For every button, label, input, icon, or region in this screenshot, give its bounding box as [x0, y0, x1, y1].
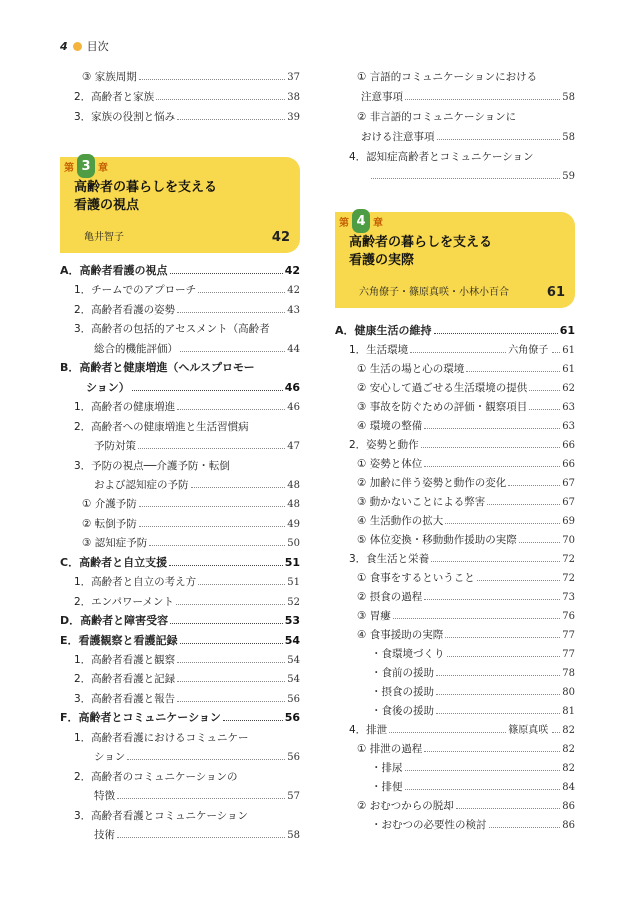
chapter-title-line-2: 看護の実際: [349, 253, 415, 268]
toc-entry-title: 3．家族の役割と悩み: [74, 111, 176, 123]
toc-entry-title: ② 非言語的コミュニケーションに: [357, 111, 517, 123]
toc-entry: [335, 569, 575, 587]
toc-entry: [60, 690, 300, 708]
toc-entry-page: 63: [562, 402, 575, 413]
toc-entry: [335, 797, 575, 815]
chapter-prefix: 第: [64, 162, 74, 174]
toc-entry-page: 47: [287, 441, 300, 453]
toc-section-entry: [60, 709, 300, 727]
toc-section-entry: [60, 379, 300, 397]
toc-entry-title: E．看護観察と看護記録: [60, 633, 178, 647]
toc-section-entry: [60, 359, 300, 377]
dot-leader: [198, 584, 285, 585]
dot-leader: [466, 371, 560, 372]
toc-entry-page: 86: [562, 820, 575, 831]
toc-entry-title: 注意事項: [361, 91, 403, 103]
dot-leader: [436, 675, 560, 676]
toc-entry-page: 37: [287, 72, 300, 83]
toc-entry: [60, 418, 300, 436]
toc-entry-title: 総合的機能評価）: [94, 342, 178, 355]
toc-entry-page: 56: [287, 693, 300, 705]
dot-leader: [139, 506, 286, 507]
dot-leader: [445, 523, 560, 524]
toc-entry: [60, 340, 300, 358]
toc-entry: [335, 645, 575, 663]
dot-leader: [177, 312, 285, 313]
toc-entry: [335, 721, 575, 739]
toc-entry-title: C．高齢者と自立支援: [60, 555, 168, 569]
toc-entry-title: ション）: [86, 380, 130, 394]
toc-entry-page: 80: [562, 687, 575, 698]
toc-entry-page: 52: [287, 596, 300, 608]
toc-entry: [335, 436, 575, 454]
dot-leader: [180, 643, 283, 644]
toc-entry-page: 58: [562, 132, 575, 143]
toc-entry-title: 3．予防の視点──介護予防・転倒: [74, 459, 230, 472]
toc-entry-title: 4．認知症高齢者とコミュニケーション: [349, 151, 534, 163]
dot-leader: [170, 273, 283, 274]
dot-leader: [170, 623, 283, 624]
toc-entry-author: 篠原真咲: [508, 725, 549, 736]
dot-leader: [431, 561, 560, 562]
dot-leader: [117, 798, 285, 799]
toc-entry-page: 46: [287, 402, 300, 414]
dot-leader: [437, 139, 561, 140]
chapter-4-title: [349, 234, 492, 270]
dot-leader: [424, 466, 560, 467]
toc-entry: [60, 651, 300, 669]
dot-leader: [436, 713, 560, 714]
chapter-3-tab: [64, 153, 108, 179]
toc-entry-page: 58: [287, 830, 300, 842]
toc-entry-title: 2．高齢者への健康増進と生活習慣病: [74, 420, 249, 433]
header-label: 目次: [86, 40, 109, 53]
toc-entry-title: ③ 事故を防ぐための評価・観察項目: [357, 401, 528, 413]
toc-entry-title: B．高齢者と健康増進（ヘルスプロモー: [60, 361, 255, 375]
dot-leader: [410, 352, 506, 353]
toc-entry-page: 49: [287, 518, 300, 530]
dot-leader: [405, 770, 561, 771]
toc-entry-title: ション: [94, 751, 126, 764]
toc-entry: [335, 531, 575, 549]
dot-leader: [447, 656, 561, 657]
toc-entry: [335, 455, 575, 473]
toc-entry: [335, 778, 575, 796]
toc-entry-page: 70: [562, 535, 575, 546]
toc-entry-title: ⑤ 体位変換・移動動作援助の実際: [357, 534, 517, 546]
toc-entry-page: 59: [562, 171, 575, 182]
toc-entry-page: 38: [287, 92, 300, 103]
toc-entry-title: ① 言語的コミュニケーションにおける: [357, 71, 538, 83]
toc-entry-title: 1．高齢者看護と観察: [74, 654, 176, 666]
toc-entry: [335, 588, 575, 606]
chapter-4-page: 61: [546, 285, 565, 300]
toc-entry: [335, 664, 575, 682]
toc-entry-page: 61: [562, 364, 575, 375]
dot-leader: [191, 487, 286, 488]
page-number: 4: [60, 39, 68, 53]
dot-leader: [156, 99, 285, 100]
chapter-suffix: 章: [373, 217, 383, 229]
toc-entry-page: 56: [287, 752, 300, 764]
toc-entry-title: 1．高齢者の健康増進: [74, 401, 176, 414]
toc-entry-title: D．高齢者と障害受容: [60, 614, 169, 628]
toc-entry: [335, 148, 575, 166]
toc-entry-page: 58: [562, 92, 575, 103]
chapter-3-banner: [60, 157, 300, 253]
toc-entry-page: 56: [284, 711, 300, 725]
toc-entry-title: ② 転倒予防: [82, 517, 137, 530]
chapter-4-tab: [339, 208, 383, 234]
toc-entry: [60, 68, 300, 86]
toc-entry: [335, 360, 575, 378]
toc-entry: [60, 768, 300, 786]
toc-entry-page: 53: [284, 614, 300, 628]
chapter-prefix: 第: [339, 217, 349, 229]
dot-leader: [436, 694, 560, 695]
toc-entry-page: 81: [562, 706, 575, 717]
toc-entry-title: A．高齢者看護の視点: [60, 264, 168, 277]
toc-entry-title: ① 姿勢と体位: [357, 458, 423, 470]
toc-entry: [60, 457, 300, 475]
dot-leader: [405, 99, 560, 100]
toc-entry-title: 1．高齢者看護におけるコミュニケー: [74, 731, 249, 744]
dot-leader: [132, 390, 283, 391]
toc-entry-title: 3．高齢者看護と報告: [74, 692, 176, 705]
toc-entry: [335, 168, 575, 186]
toc-entry-page: 50: [287, 538, 300, 550]
chapter-4-authors: 六角僚子・篠原真咲・小林小百合: [359, 287, 509, 298]
toc-entry-page: 66: [562, 440, 575, 451]
chapter-suffix: 章: [98, 162, 108, 174]
toc-entry-title: ・食環境づくり: [371, 648, 445, 660]
dot-leader: [389, 732, 506, 733]
chapter-title-line-2: 看護の視点: [74, 198, 140, 213]
toc-entry-page: 67: [562, 478, 575, 489]
dot-leader: [421, 447, 561, 448]
toc-entry-page: 57: [287, 791, 300, 803]
dot-leader: [177, 681, 285, 682]
toc-entry: [60, 573, 300, 591]
toc-entry-title: ・おむつの必要性の検討: [371, 819, 487, 831]
chapter-number: 3: [77, 154, 95, 178]
toc-entry: [60, 729, 300, 747]
toc-entry-title: 3．食生活と栄養: [349, 553, 430, 565]
toc-entry-page: 63: [562, 421, 575, 432]
dot-leader: [198, 292, 285, 293]
toc-entry: [335, 702, 575, 720]
toc-entry-title: ① 介護予防: [82, 498, 137, 511]
toc-entry: [60, 320, 300, 338]
toc-entry: [335, 341, 575, 359]
toc-entry: [335, 493, 575, 511]
toc-entry: [335, 626, 575, 644]
toc-entry: [335, 417, 575, 435]
dot-leader: [127, 759, 285, 760]
toc-entry-title: 2．エンパワーメント: [74, 595, 174, 608]
dot-leader: [489, 827, 561, 828]
dot-leader: [177, 409, 285, 410]
dot-leader: [434, 333, 558, 334]
toc-entry-page: 54: [287, 674, 300, 686]
header-dot-icon: [73, 42, 82, 51]
toc-entry-title: 3．高齢者看護とコミュニケーション: [74, 809, 249, 822]
toc-entry: [60, 670, 300, 688]
toc-entry: [335, 88, 575, 106]
toc-entry-title: ③ 胃瘻: [357, 610, 391, 622]
toc-entry-title: 1．チームでのアプローチ: [74, 284, 197, 297]
toc-entry-page: 61: [562, 345, 575, 356]
toc-entry-page: 82: [562, 744, 575, 755]
toc-entry: [60, 748, 300, 766]
chapter-title-line-1: 高齢者の暮らしを支える: [74, 180, 218, 195]
toc-entry: [60, 495, 300, 513]
running-header: [60, 38, 109, 54]
toc-entry-title: ② 摂食の過程: [357, 591, 423, 603]
toc-entry-page: 82: [562, 725, 575, 736]
toc-section-entry: [60, 632, 300, 650]
toc-section-entry: [335, 322, 575, 340]
dot-leader: [456, 808, 561, 809]
toc-entry-title: ③ 動かないことによる弊害: [357, 496, 486, 508]
toc-entry-page: 82: [562, 763, 575, 774]
dot-leader: [180, 351, 285, 352]
toc-entry-title: ① 排泄の過程: [357, 743, 423, 755]
chapter-3-page: 42: [271, 230, 290, 245]
dot-leader: [529, 390, 560, 391]
dot-leader: [117, 837, 285, 838]
toc-entry-page: 77: [562, 630, 575, 641]
toc-entry-page: 72: [562, 554, 575, 565]
toc-entry-title: ・排便: [371, 781, 403, 793]
toc-entry-title: 2．姿勢と動作: [349, 439, 419, 451]
toc-entry-title: 4．排泄: [349, 724, 388, 736]
toc-entry-title: 技術: [94, 829, 115, 842]
toc-entry: [60, 807, 300, 825]
toc-entry: [335, 550, 575, 568]
dot-leader: [169, 565, 283, 566]
dot-leader: [445, 637, 560, 638]
toc-entry-title: ② 加齢に伴う姿勢と動作の変化: [357, 477, 507, 489]
toc-entry-title: 特徴: [94, 790, 115, 803]
toc-entry: [60, 301, 300, 319]
dot-leader: [529, 409, 560, 410]
dot-leader: [176, 604, 285, 605]
toc-entry-page: 51: [287, 577, 300, 589]
dot-leader: [139, 79, 286, 80]
toc-entry-page: 54: [284, 633, 300, 647]
dot-leader: [149, 545, 285, 546]
dot-leader: [552, 352, 560, 353]
dot-leader: [177, 701, 285, 702]
toc-entry: [335, 759, 575, 777]
toc-entry-title: 2．高齢者看護と記録: [74, 673, 176, 686]
toc-entry-title: ③ 認知症予防: [82, 537, 148, 550]
toc-entry-title: 2．高齢者と家族: [74, 91, 155, 103]
toc-entry-title: ④ 環境の整備: [357, 420, 423, 432]
toc-entry-page: 76: [562, 611, 575, 622]
toc-section-entry: [60, 262, 300, 280]
dot-leader: [552, 732, 560, 733]
dot-leader: [177, 662, 285, 663]
toc-entry-title: 3．高齢者の包括的アセスメント（高齢者: [74, 323, 270, 336]
toc-entry: [60, 437, 300, 455]
toc-entry: [60, 398, 300, 416]
toc-entry: [60, 88, 300, 106]
toc-entry-page: 54: [287, 655, 300, 666]
toc-entry-title: ④ 食事援助の実際: [357, 629, 444, 641]
toc-entry: [60, 787, 300, 805]
toc-entry-page: 48: [287, 479, 300, 491]
toc-entry: [60, 476, 300, 494]
dot-leader: [424, 428, 560, 429]
chapter-number: 4: [352, 209, 370, 233]
chapter-title-line-1: 高齢者の暮らしを支える: [349, 235, 493, 250]
toc-entry: [60, 515, 300, 533]
toc-entry-page: 73: [562, 592, 575, 603]
toc-entry-title: ② おむつからの脱却: [357, 800, 454, 812]
toc-entry-page: 48: [287, 499, 300, 511]
toc-entry-title: 2．高齢者のコミュニケーションの: [74, 770, 238, 783]
toc-entry-page: 66: [562, 459, 575, 470]
toc-entry-author: 六角僚子: [508, 345, 549, 356]
toc-entry-page: 42: [284, 264, 300, 277]
toc-entry-page: 44: [287, 343, 300, 355]
dot-leader: [371, 178, 560, 179]
toc-entry: [335, 740, 575, 758]
dot-leader: [424, 751, 560, 752]
toc-entry-page: 86: [562, 801, 575, 812]
toc-entry: [335, 816, 575, 834]
toc-entry: [60, 593, 300, 611]
toc-entry-title: ・食前の援助: [371, 667, 434, 679]
toc-entry-page: 62: [562, 383, 575, 394]
toc-entry-title: F．高齢者とコミュニケーション: [60, 711, 221, 725]
toc-entry: [335, 398, 575, 416]
toc-entry-title: ① 生活の場と心の環境: [357, 363, 465, 375]
toc-entry-page: 77: [562, 649, 575, 660]
toc-entry-title: ③ 家族周期: [82, 71, 137, 83]
toc-entry-page: 51: [284, 555, 300, 569]
toc-entry: [335, 474, 575, 492]
toc-entry-title: ④ 生活動作の拡大: [357, 515, 444, 527]
toc-entry: [335, 128, 575, 146]
toc-entry: [335, 683, 575, 701]
toc-entry: [60, 108, 300, 126]
toc-entry-title: おける注意事項: [361, 131, 435, 143]
dot-leader: [405, 789, 561, 790]
chapter-4-banner: [335, 212, 575, 308]
toc-entry-page: 42: [287, 285, 300, 297]
toc-entry-page: 69: [562, 516, 575, 527]
dot-leader: [508, 485, 560, 486]
chapter-3-title: [74, 179, 217, 215]
toc-entry-page: 39: [287, 112, 300, 123]
toc-entry-title: 1．生活環境: [349, 344, 409, 356]
toc-entry: [335, 379, 575, 397]
dot-leader: [138, 448, 285, 449]
toc-entry: [60, 281, 300, 299]
dot-leader: [424, 599, 560, 600]
toc-entry: [335, 68, 575, 86]
toc-entry-page: 46: [284, 380, 300, 394]
toc-entry-title: ② 安心して過ごせる生活環境の提供: [357, 382, 528, 394]
dot-leader: [393, 618, 561, 619]
toc-section-entry: [60, 612, 300, 630]
toc-entry-page: 72: [562, 573, 575, 584]
dot-leader: [223, 720, 283, 721]
toc-entry: [60, 826, 300, 844]
toc-entry-title: および認知症の予防: [94, 478, 189, 491]
toc-entry-title: ・食後の援助: [371, 705, 434, 717]
toc-entry-title: ・摂食の援助: [371, 686, 434, 698]
dot-leader: [139, 526, 286, 527]
toc-entry-page: 78: [562, 668, 575, 679]
toc-entry-title: ・排尿: [371, 762, 403, 774]
dot-leader: [477, 580, 561, 581]
toc-entry-page: 43: [287, 304, 300, 316]
chapter-3-authors: 亀井智子: [84, 232, 124, 243]
toc-entry-page: 67: [562, 497, 575, 508]
toc-entry: [335, 607, 575, 625]
toc-entry-title: ① 食事をするということ: [357, 572, 475, 584]
toc-entry-page: 84: [562, 782, 575, 793]
toc-entry-title: 予防対策: [94, 440, 136, 453]
dot-leader: [519, 542, 561, 543]
toc-entry: [335, 512, 575, 530]
toc-entry-title: A．健康生活の維持: [335, 324, 432, 337]
toc-entry-title: 2．高齢者看護の姿勢: [74, 303, 176, 316]
dot-leader: [487, 504, 560, 505]
toc-entry: [335, 108, 575, 126]
toc-entry-title: 1．高齢者と自立の考え方: [74, 576, 197, 589]
toc-section-entry: [60, 554, 300, 572]
toc-entry-page: 61: [559, 324, 575, 337]
dot-leader: [177, 119, 285, 120]
toc-entry: [60, 534, 300, 552]
